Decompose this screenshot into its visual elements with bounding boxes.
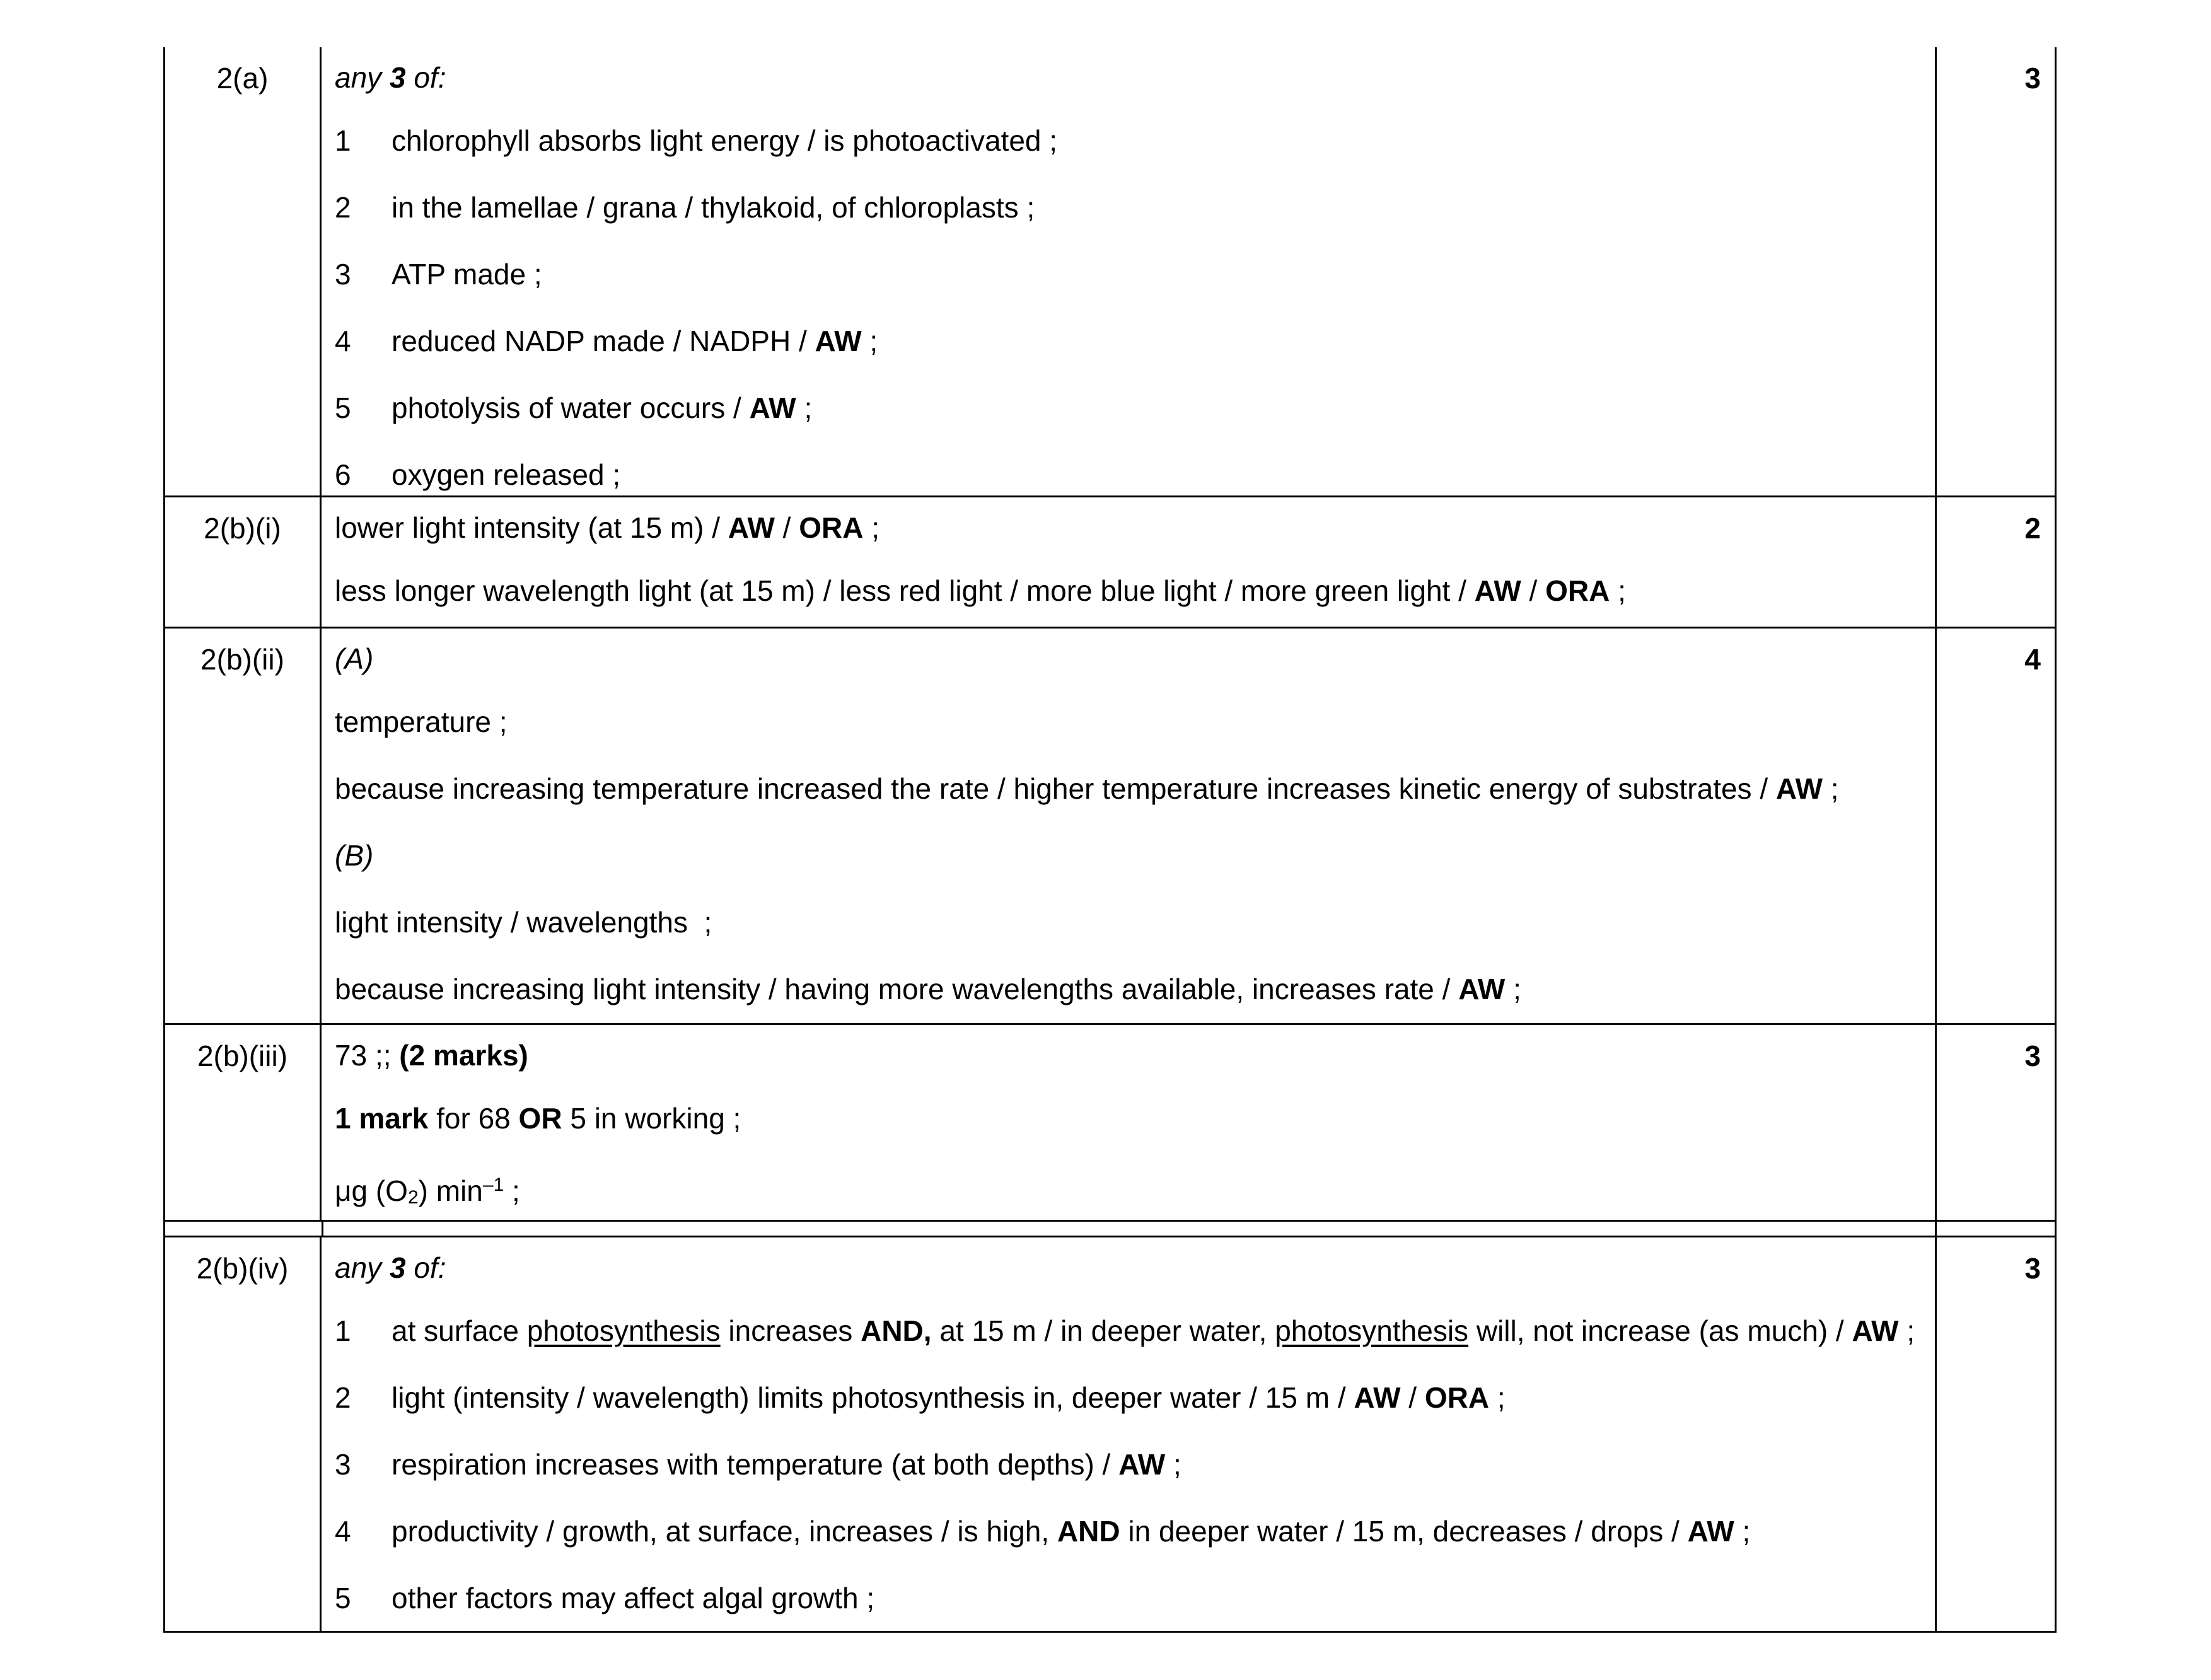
answer-text: /: [774, 511, 799, 544]
marks-value: 4: [1935, 629, 2057, 1023]
answer-cell: [322, 1237, 1935, 1631]
marks-value: 3: [1935, 1025, 2057, 1220]
point-number: 2: [335, 191, 351, 224]
answer-text: light (intensity / wavelength) limits photosynthesis in, deeper water / 15 m /: [392, 1381, 1354, 1414]
mark-scheme-table: [163, 47, 2057, 1633]
answer-line: [335, 1434, 1924, 1501]
answer-line: [335, 378, 1924, 444]
answer-line: [335, 1568, 1924, 1635]
answer-line: [335, 560, 1924, 627]
answer-text: OR: [518, 1102, 562, 1135]
answer-line: [335, 47, 1924, 110]
answer-text: photosynthesis: [526, 1314, 721, 1347]
answer-line: [335, 758, 1924, 825]
answer-text: AND: [1057, 1515, 1120, 1548]
answer-text: photosynthesis: [1275, 1314, 1469, 1347]
answer-line: [335, 692, 1924, 758]
answer-text: 3: [389, 61, 406, 94]
answer-text: ;: [861, 325, 878, 357]
answer-line: [335, 311, 1924, 378]
answer-text: ;: [796, 391, 813, 424]
answer-line: [335, 244, 1924, 311]
answer-text: ORA: [1424, 1381, 1490, 1414]
answer-text: ;: [1898, 1314, 1915, 1347]
answer-line: [335, 1367, 1924, 1434]
point-number: 4: [335, 325, 351, 357]
table-row: [163, 1023, 2057, 1220]
answer-text: respiration increases with temperature (at both depths) /: [392, 1448, 1119, 1481]
answer-text: –1: [482, 1174, 504, 1195]
answer-text: AW: [815, 325, 862, 357]
answer-text: at 15 m / in deeper water,: [931, 1314, 1275, 1347]
answer-text: any: [335, 61, 390, 94]
answer-text: 1 mark: [335, 1102, 429, 1135]
answer-text: ;: [863, 511, 880, 544]
answer-text: AW: [1687, 1515, 1734, 1548]
answer-text: photolysis of water occurs /: [392, 391, 750, 424]
answer-text: because increasing light intensity / having more wavelengths available, increases rate /: [335, 973, 1459, 1005]
answer-text: AND,: [861, 1314, 932, 1347]
point-number: 4: [335, 1515, 351, 1548]
point-number: 3: [335, 258, 351, 291]
answer-text: less longer wavelength light (at 15 m) / less red light / more blue light / more green light /: [335, 574, 1475, 607]
answer-text: in deeper water / 15 m, decreases / drops /: [1120, 1515, 1688, 1548]
answer-text: chlorophyll absorbs light energy / is photoactivated ;: [392, 124, 1058, 157]
answer-cell: [322, 629, 1935, 1023]
answer-text: AW: [1775, 772, 1823, 805]
answer-cell: [322, 1025, 1935, 1220]
answer-text: ATP made ;: [392, 258, 542, 291]
marks-value: 3: [1935, 1237, 2057, 1631]
answer-line: [335, 959, 1924, 1026]
answer-text: 73 ;;: [335, 1039, 400, 1072]
answer-text: AW: [1852, 1314, 1899, 1347]
answer-text: ;: [1734, 1515, 1751, 1548]
point-number: 2: [335, 1381, 351, 1414]
answer-text: (B): [335, 839, 374, 872]
answer-text: ) min: [418, 1174, 483, 1207]
answer-line: [335, 110, 1924, 177]
table-row: [163, 627, 2057, 1023]
point-number: 5: [335, 391, 351, 424]
question-number: 2(a): [163, 47, 322, 495]
answer-text: of:: [405, 1251, 446, 1284]
answer-text: ORA: [1545, 574, 1610, 607]
answer-text: ;: [1505, 973, 1521, 1005]
answer-text: in the lamellae / grana / thylakoid, of chloroplasts ;: [392, 191, 1035, 224]
answer-text: at surface: [392, 1314, 527, 1347]
answer-line: [335, 497, 1924, 560]
answer-text: AW: [1458, 973, 1506, 1005]
answer-text: (A): [335, 642, 374, 675]
answer-text: will, not increase (as much) /: [1468, 1314, 1852, 1347]
answer-line: [335, 1088, 1924, 1155]
answer-text: reduced NADP made / NADPH /: [392, 325, 815, 357]
question-number: 2(b)(iii): [163, 1025, 322, 1220]
answer-text: of:: [405, 61, 446, 94]
point-number: 6: [335, 458, 351, 491]
answer-text: light intensity / wavelengths ;: [335, 906, 712, 939]
answer-line: [335, 1025, 1924, 1088]
marks-value: 3: [1935, 47, 2057, 495]
answer-text: ;: [504, 1174, 520, 1207]
answer-text: 2: [407, 1187, 419, 1208]
answer-text: lower light intensity (at 15 m) /: [335, 511, 728, 544]
answer-text: ;: [1165, 1448, 1181, 1481]
answer-text: 3: [389, 1251, 406, 1284]
answer-line: [335, 825, 1924, 892]
point-number: 1: [335, 1314, 351, 1347]
point-number: 1: [335, 124, 351, 157]
answer-text: because increasing temperature increased the rate / higher temperature increases kinetic energy of substrates /: [335, 772, 1776, 805]
point-number: 5: [335, 1582, 351, 1614]
answer-line: [335, 1301, 1924, 1367]
row-separator: [163, 1220, 2057, 1236]
answer-text: any: [335, 1251, 390, 1284]
answer-text: ;: [1823, 772, 1839, 805]
answer-text: 5 in working ;: [562, 1102, 741, 1135]
answer-line: [335, 1501, 1924, 1568]
answer-line: [335, 177, 1924, 244]
table-row: [163, 47, 2057, 495]
answer-line: [335, 1237, 1924, 1301]
table-row: [163, 495, 2057, 627]
answer-text: increases: [720, 1314, 861, 1347]
answer-text: /: [1521, 574, 1546, 607]
question-number: 2(b)(i): [163, 497, 322, 627]
answer-text: AW: [749, 391, 796, 424]
answer-text: μg (O: [335, 1174, 408, 1207]
answer-cell: [322, 497, 1935, 627]
answer-line: [335, 892, 1924, 959]
answer-text: temperature ;: [335, 705, 508, 738]
answer-text: AW: [728, 511, 775, 544]
answer-text: ;: [1489, 1381, 1506, 1414]
answer-text: oxygen released ;: [392, 458, 621, 491]
answer-cell: [322, 47, 1935, 495]
answer-text: AW: [1474, 574, 1521, 607]
answer-text: /: [1400, 1381, 1425, 1414]
answer-text: AW: [1354, 1381, 1401, 1414]
table-row: [163, 1236, 2057, 1633]
marks-value: 2: [1935, 497, 2057, 627]
answer-text: ORA: [799, 511, 864, 544]
answer-text: other factors may affect algal growth ;: [392, 1582, 875, 1614]
question-number: 2(b)(iv): [163, 1237, 322, 1631]
answer-line: [335, 629, 1924, 692]
answer-text: (2 marks): [399, 1039, 528, 1072]
answer-text: AW: [1118, 1448, 1166, 1481]
answer-line: [335, 1155, 1924, 1222]
point-number: 3: [335, 1448, 351, 1481]
answer-text: productivity / growth, at surface, increases / is high,: [392, 1515, 1057, 1548]
question-number: 2(b)(ii): [163, 629, 322, 1023]
answer-text: for 68: [428, 1102, 519, 1135]
answer-text: ;: [1610, 574, 1626, 607]
